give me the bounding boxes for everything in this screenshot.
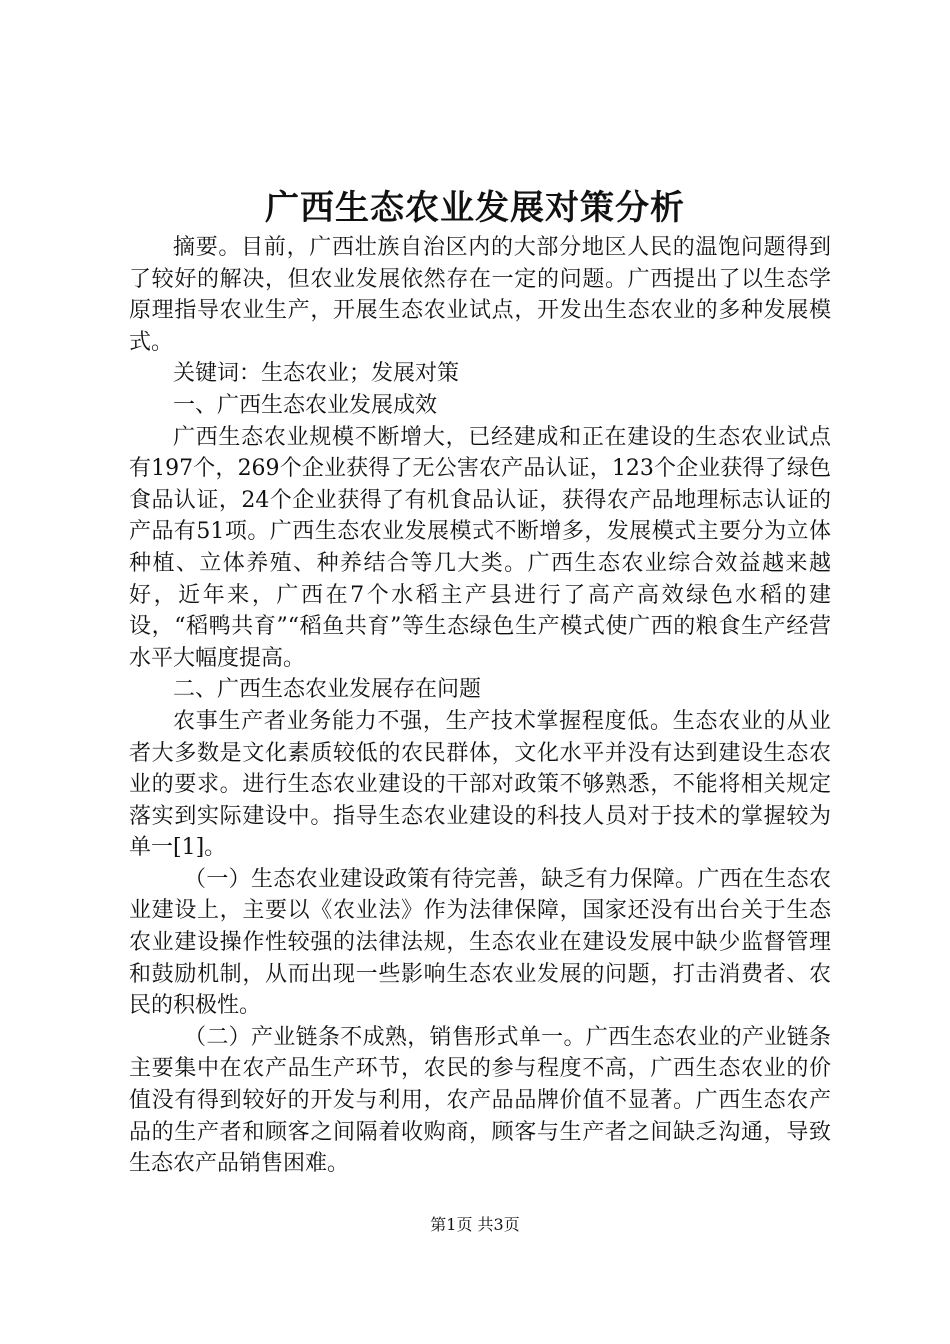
page-number-footer: 第1页 共3页 — [430, 1215, 520, 1234]
abstract-paragraph: 摘要。目前，广西壮族自治区内的大部分地区人民的温饱问题得到了较好的解决，但农业发展依然存在一定的问题。广西提出了以生态学原理指导农业生产，开展生态农业试点，开发出生态农业的多种发展模式。 — [129, 235, 831, 355]
keywords-line: 关键词：生态农业；发展对策 — [173, 361, 460, 387]
body-paragraph: 农事生产者业务能力不强，生产技术掌握程度低。生态农业的从业者大多数是文化素质较低的农民群体，文化水平并没有达到建设生态农业的要求。进行生态农业建设的干部对政策不够熟悉，不能将相关规定落实到实际建设中。指导生态农业建设的科技人员对于技术的掌握较为单一[1]。 — [129, 708, 831, 861]
document-title: 广西生态农业发展对策分析 — [265, 188, 685, 228]
subsection-paragraph-2: （二）产业链条不成熟，销售形式单一。广西生态农业的产业链条主要集中在农产品生产环节，农民的参与程度不高，广西生态农业的价值没有得到较好的开发与利用，农产品品牌价值不显著。广西生态农产品的生产者和顾客之间隔着收购商，顾客与生产者之间缺乏沟通，导致生态农产品销售困难。 — [129, 1024, 831, 1177]
section-heading-2: 二、广西生态农业发展存在问题 — [173, 677, 482, 703]
document-body — [129, 232, 831, 1180]
subsection-paragraph-1: （一）生态农业建设政策有待完善，缺乏有力保障。广西在生态农业建设上，主要以《农业法》作为法律保障，国家还没有出台关于生态农业建设操作性较强的法律法规，生态农业在建设发展中缺少监督管理和鼓励机制，从而出现一些影响生态农业发展的问题，打击消费者、农民的积极性。 — [129, 866, 831, 1019]
body-paragraph: 广西生态农业规模不断增大，已经建成和正在建设的生态农业试点有197个，269个企业获得了无公害农产品认证，123个企业获得了绿色食品认证，24个企业获得了有机食品认证，获得农产品地理标志认证的产品有51项。广西生态农业发展模式不断增多，发展模式主要分为立体种植、立体养殖、种养结合等几大类。广西生态农业综合效益越来越好，近年来，广西在7个水稻主产县进行了高产高效绿色水稻的建设，“稻鸭共育”“稻鱼共育”等生态绿色生产模式使广西的粮食生产经营水平大幅度提高。 — [129, 424, 831, 671]
section-heading-1: 一、广西生态农业发展成效 — [173, 392, 438, 418]
